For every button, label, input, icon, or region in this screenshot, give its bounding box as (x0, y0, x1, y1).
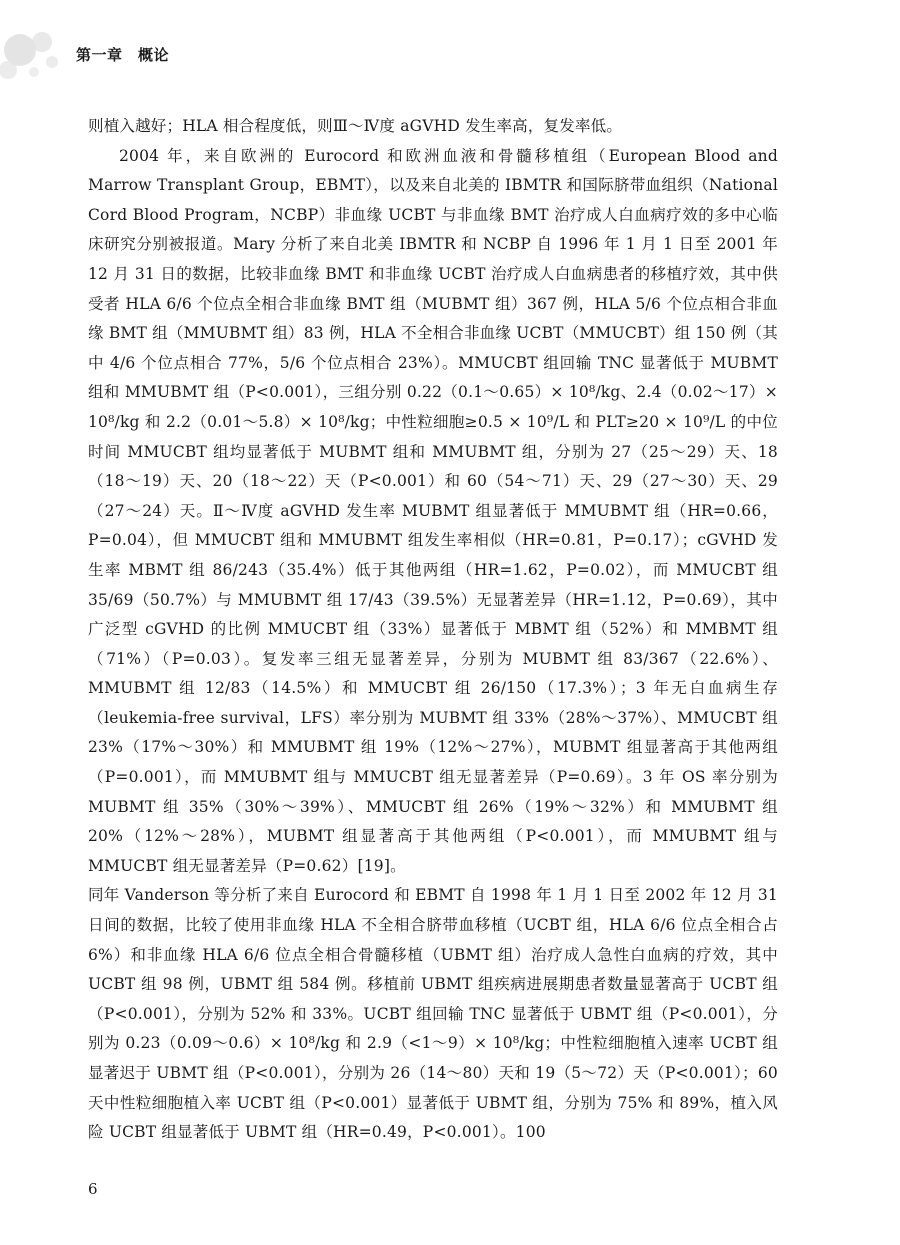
paragraph-mary-study: 2004 年，来自欧洲的 Eurocord 和欧洲血液和骨髓移植组（European Blood and Marrow Transplant Group，EBMT），以及来自北美的 IBMTR 和国际脐带血组织（National Cord Blood Program，NCBP）非血缘 UCBT 与非血缘 BMT 治疗成人白血病疗效的多中心临床研究分别被报道。Mary 分析了来自北美 IBMTR 和 NCBP 自 1996 年 1 月 1 日至 2001 年 12 月 31 日的数据，比较非血缘 BMT 和非血缘 UCBT 治疗成人白血病患者的移植疗效，其中供受者 HLA 6/6 个位点全相合非血缘 BMT 组（MUBMT 组）367 例，HLA 5/6 个位点相合非血缘 BMT 组（MMUBMT 组）83 例，HLA 不全相合非血缘 UCBT（MMUCBT）组 150 例（其中 4/6 个位点相合 77%，5/6 个位点相合 23%）。MMUCBT 组回输 TNC 显著低于 MUBMT 组和 MMUBMT 组（P<0.001），三组分别 0.22（0.1～0.65）× 10⁸/kg、2.4（0.02～17）× 10⁸/kg 和 2.2（0.01～5.8）× 10⁸/kg；中性粒细胞≥0.5 × 10⁹/L 和 PLT≥20 × 10⁹/L 的中位时间 MMUCBT 组均显著低于 MUBMT 组和 MMUBMT 组，分别为 27（25～29）天、18（18～19）天、20（18～22）天（P<0.001）和 60（54～71）天、29（27～30）天、29（27～24）天。Ⅱ～Ⅳ度 aGVHD 发生率 MUBMT 组显著低于 MMUBMT 组（HR=0.66，P=0.04），但 MMUCBT 组和 MMUBMT 组发生率相似（HR=0.81，P=0.17）；cGVHD 发生率 MBMT 组 86/243（35.4%）低于其他两组（HR=1.62，P=0.02），而 MMUCBT 组 35/69（50.7%）与 MMUBMT 组 17/43（39.5%）无显著差异（HR=1.12，P=0.69），其中广泛型 cGVHD 的比例 MMUCBT 组（33%）显著低于 MBMT 组（52%）和 MMBMT 组（71%）（P=0.03）。复发率三组无显著差异，分别为 MUBMT 组 83/367（22.6%）、MMUBMT 组 12/83（14.5%）和 MMUCBT 组 26/150（17.3%）；3 年无白血病生存（leukemia-free survival，LFS）率分别为 MUBMT 组 33%（28%～37%）、MMUCBT 组 23%（17%～30%）和 MMUBMT 组 19%（12%～27%），MUBMT 组显著高于其他两组（P=0.001），而 MMUBMT 组与 MMUCBT 组无显著差异（P=0.69）。3 年 OS 率分别为 MUBMT 组 35%（30%～39%）、MMUCBT 组 26%（19%～32%）和 MMUBMT 组 20%（12%～28%），MUBMT 组显著高于其他两组（P<0.001），而 MMUBMT 组与 MMUCBT 组无显著差异（P=0.62）[19]。 (88, 146, 778, 875)
paragraph-continuation: 则植入越好；HLA 相合程度低，则Ⅲ～Ⅳ度 aGVHD 发生率高，复发率低。 (88, 117, 623, 135)
page-number: 6 (88, 1180, 98, 1198)
body-text (88, 112, 778, 1148)
chapter-title: 第一章 概论 (76, 46, 170, 64)
decorative-circles (0, 20, 80, 90)
paragraph-vanderson-study: 同年 Vanderson 等分析了来自 Eurocord 和 EBMT 自 1998 年 1 月 1 日至 2002 年 12 月 31 日间的数据，比较了使用非血缘 HLA 不全相合脐带血移植（UCBT 组，HLA 6/6 位点全相合占 6%）和非血缘 HLA 6/6 位点全相合骨髓移植（UBMT 组）治疗成人急性白血病的疗效，其中 UCBT 组 98 例，UBMT 组 584 例。移植前 UBMT 组疾病进展期患者数量显著高于 UCBT 组（P<0.001），分别为 52% 和 33%。UCBT 组回输 TNC 显著低于 UBMT 组（P<0.001），分别为 0.23（0.09～0.6）× 10⁸/kg 和 2.9（<1～9）× 10⁸/kg；中性粒细胞植入速率 UCBT 组显著迟于 UBMT 组（P<0.001），分别为 26（14～80）天和 19（5～72）天（P<0.001）；60 天中性粒细胞植入率 UCBT 组（P<0.001）显著低于 UBMT 组，分别为 75% 和 89%，植入风险 UCBT 组显著低于 UBMT 组（HR=0.49，P<0.001）。100 (88, 886, 778, 1142)
